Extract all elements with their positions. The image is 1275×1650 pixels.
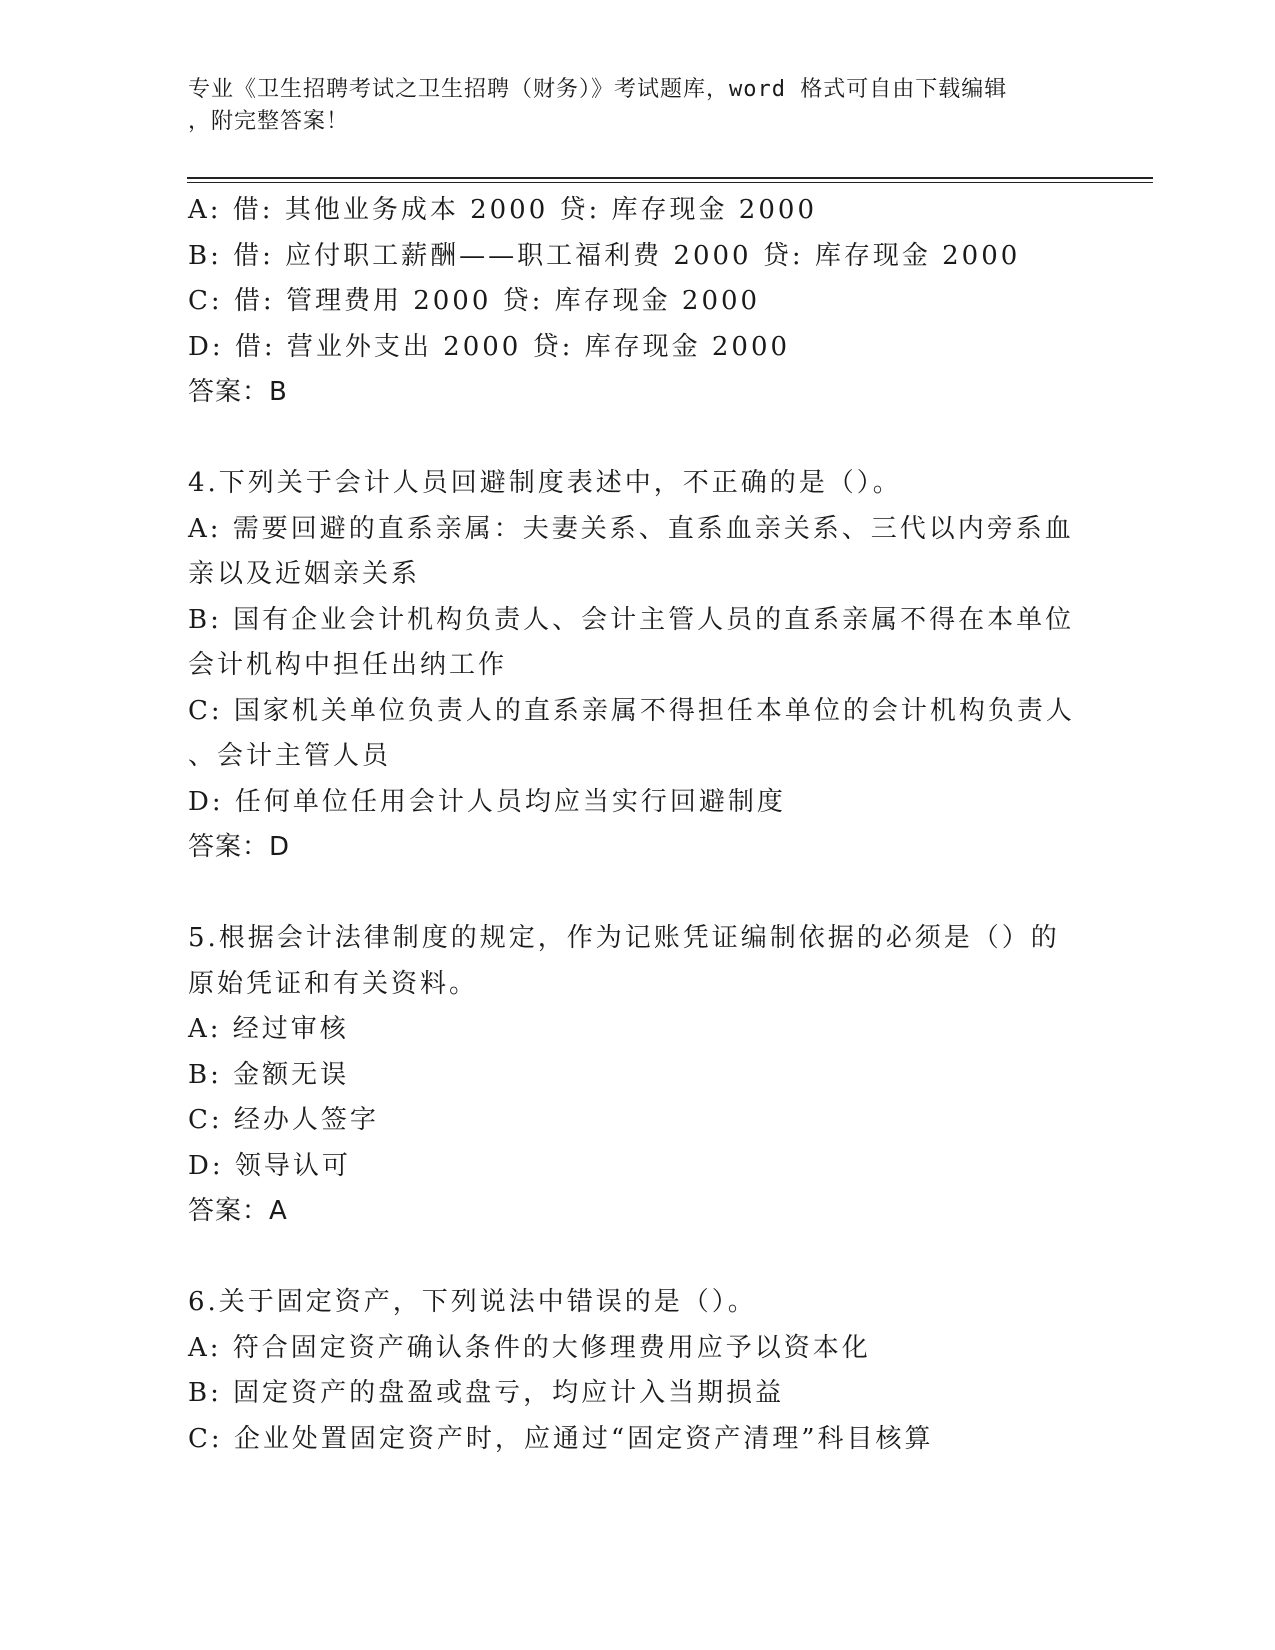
option-d: D: 任何单位任用会计人员均应当实行回避制度 — [188, 786, 786, 817]
question-6-block — [188, 1280, 1088, 1462]
header-rule-thin — [187, 182, 1153, 183]
question-3-block — [188, 188, 1088, 416]
option-a: A: 符合固定资产确认条件的大修理费用应予以资本化 — [188, 1332, 871, 1363]
question-text-continued: 原始凭证和有关资料。 — [188, 968, 479, 999]
option-a-continued: 亲以及近姻亲关系 — [188, 559, 421, 589]
option-b-continued: 会计机构中担任出纳工作 — [188, 650, 508, 680]
header-line-1: 专业《卫生招聘考试之卫生招聘（财务）》考试题库，word 格式可自由下载编辑 — [188, 77, 1008, 102]
spacer — [188, 1235, 1088, 1281]
question-text: 4.下列关于会计人员回避制度表述中，不正确的是（）。 — [188, 468, 902, 498]
option-b: B: 固定资产的盘盈或盘亏，均应计入当期损益 — [188, 1378, 785, 1408]
spacer — [188, 871, 1088, 917]
option-c: C: 国家机关单位负责人的直系亲属不得担任本单位的会计机构负责人 — [188, 695, 1075, 726]
option-b: B: 借: 应付职工薪酬——职工福利费 2000 贷: 库存现金 2000 — [188, 240, 1021, 271]
option-a: A: 需要回避的直系亲属：夫妻关系、直系血亲关系、三代以内旁系血 — [188, 513, 1074, 544]
question-5-block — [188, 916, 1088, 1235]
option-a: A: 经过审核 — [188, 1014, 349, 1044]
option-c: C: 借: 管理费用 2000 贷: 库存现金 2000 — [188, 286, 761, 316]
option-c-continued: 、会计主管人员 — [188, 741, 392, 771]
header-rule-thick — [187, 177, 1153, 179]
spacer — [188, 416, 1088, 462]
header-line-2: ，附完整答案！ — [188, 109, 350, 134]
option-c: C: 企业处置固定资产时，应通过“固定资产清理”科目核算 — [188, 1423, 934, 1454]
option-d: D: 借: 营业外支出 2000 贷: 库存现金 2000 — [188, 331, 791, 362]
answer-label: 答案：A — [188, 1196, 288, 1226]
question-text: 5.根据会计法律制度的规定，作为记账凭证编制依据的必须是（）的 — [188, 923, 1060, 953]
option-c: C: 经办人签字 — [188, 1105, 379, 1135]
answer-label: 答案：D — [188, 832, 291, 862]
option-d: D: 领导认可 — [188, 1150, 351, 1181]
document-header — [188, 74, 1088, 138]
option-b: B: 国有企业会计机构负责人、会计主管人员的直系亲属不得在本单位 — [188, 604, 1075, 635]
question-4-block — [188, 461, 1088, 871]
question-text: 6.关于固定资产，下列说法中错误的是（）。 — [188, 1287, 757, 1317]
option-b: B: 金额无误 — [188, 1059, 350, 1090]
answer-label: 答案：B — [188, 377, 288, 407]
question-list — [188, 188, 1088, 1462]
option-a: A: 借: 其他业务成本 2000 贷: 库存现金 2000 — [188, 195, 817, 225]
